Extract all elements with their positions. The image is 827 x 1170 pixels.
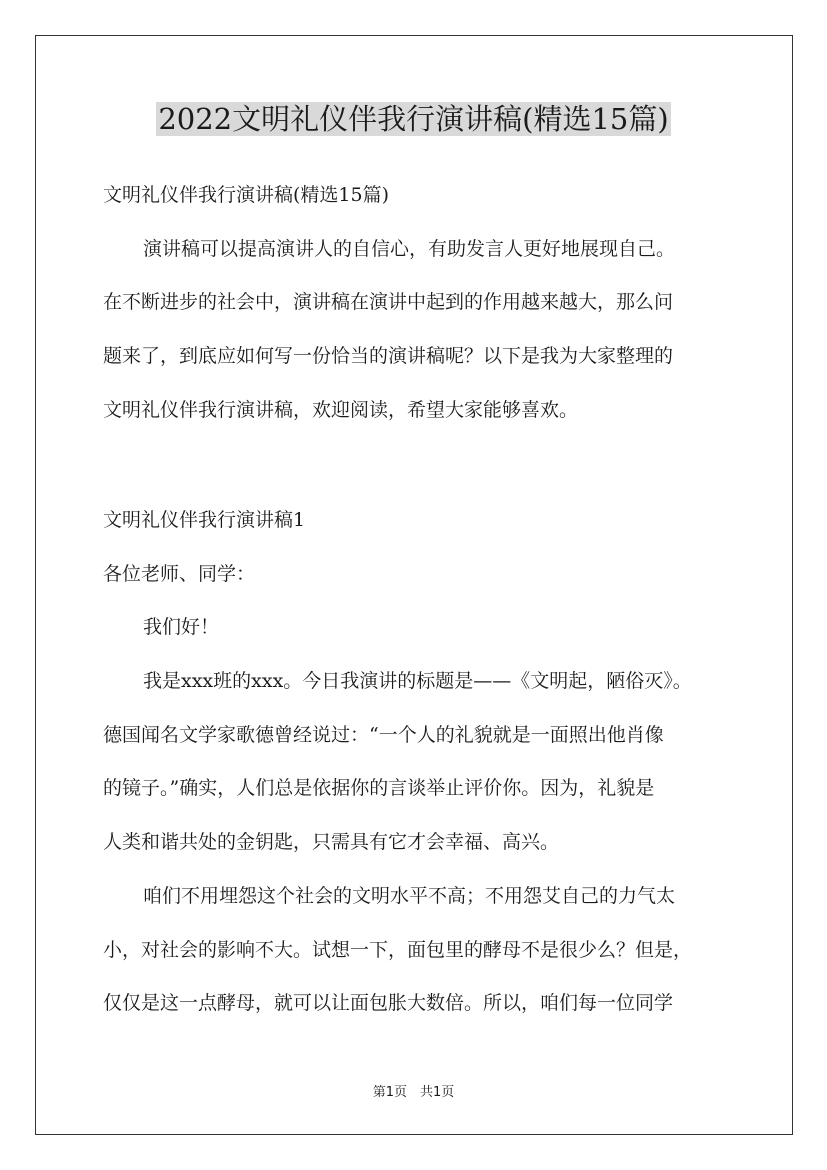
page-footer: 第1页 共1页 bbox=[372, 1085, 455, 1100]
paragraph-line: 我是xxx班的xxx。今日我演讲的标题是——《文明起，陋俗灭》。 bbox=[143, 670, 692, 692]
document-title bbox=[0, 99, 827, 139]
greeting: 我们好！ bbox=[143, 616, 220, 638]
paragraph-line: 小，对社会的影响不大。试想一下，面包里的酵母不是很少么？但是， bbox=[103, 939, 693, 961]
paragraph-line: 德国闻名文学家歌德曾经说过：“一个人的礼貌就是一面照出他肖像 bbox=[103, 724, 664, 746]
paragraph-line: 的镜子。”确实，人们总是依据你的言谈举止评价你。因为，礼貌是 bbox=[103, 777, 655, 799]
section-heading: 文明礼仪伴我行演讲稿1 bbox=[103, 509, 306, 531]
paragraph-line: 咱们不用埋怨这个社会的文明水平不高；不用怨艾自己的力气太 bbox=[143, 885, 676, 907]
paragraph-line: 仅仅是这一点酵母，就可以让面包胀大数倍。所以，咱们每一位同学 bbox=[103, 992, 674, 1014]
document-subtitle: 文明礼仪伴我行演讲稿(精选15篇) bbox=[103, 184, 390, 206]
document-title-text: 2022文明礼仪伴我行演讲稿(精选15篇) bbox=[158, 102, 669, 136]
paragraph-line: 人类和谐共处的金钥匙，只需具有它才会幸福、高兴。 bbox=[103, 831, 560, 853]
intro-line: 题来了，到底应如何写一份恰当的演讲稿呢？以下是我为大家整理的 bbox=[103, 345, 674, 367]
salutation: 各位老师、同学： bbox=[103, 563, 256, 585]
intro-line: 演讲稿可以提高演讲人的自信心，有助发言人更好地展现自己。 bbox=[143, 238, 676, 260]
intro-line: 在不断进步的社会中，演讲稿在演讲中起到的作用越来越大，那么问 bbox=[103, 291, 674, 313]
intro-line: 文明礼仪伴我行演讲稿，欢迎阅读，希望大家能够喜欢。 bbox=[103, 399, 579, 421]
